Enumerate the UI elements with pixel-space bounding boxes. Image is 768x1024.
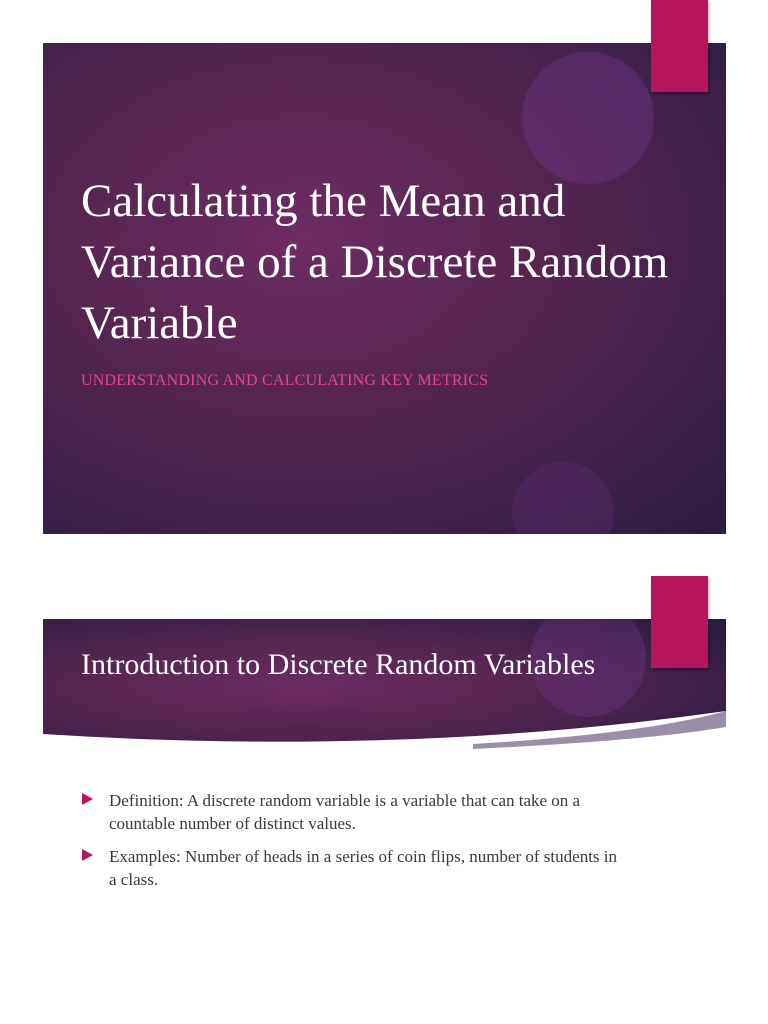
bullet-list	[80, 789, 620, 901]
list-item	[80, 789, 620, 835]
slide-title: Calculating the Mean and Variance of a Discrete Random Variable	[81, 175, 669, 349]
accent-tab	[651, 576, 708, 668]
content-slide-header	[43, 619, 726, 749]
accent-tab	[651, 0, 708, 92]
triangle-right-icon	[82, 849, 93, 861]
list-item	[80, 845, 620, 891]
bullet-text: Definition: A discrete random variable is a variable that can take on a countable number of distinct values.	[109, 791, 581, 833]
slide-subtitle: UNDERSTANDING AND CALCULATING KEY METRICS	[81, 372, 489, 389]
bullet-text: Examples: Number of heads in a series of coin flips, number of students in a class.	[109, 847, 617, 889]
title-slide	[43, 43, 726, 534]
triangle-right-icon	[82, 793, 93, 805]
slide-title: Introduction to Discrete Random Variables	[81, 648, 596, 681]
